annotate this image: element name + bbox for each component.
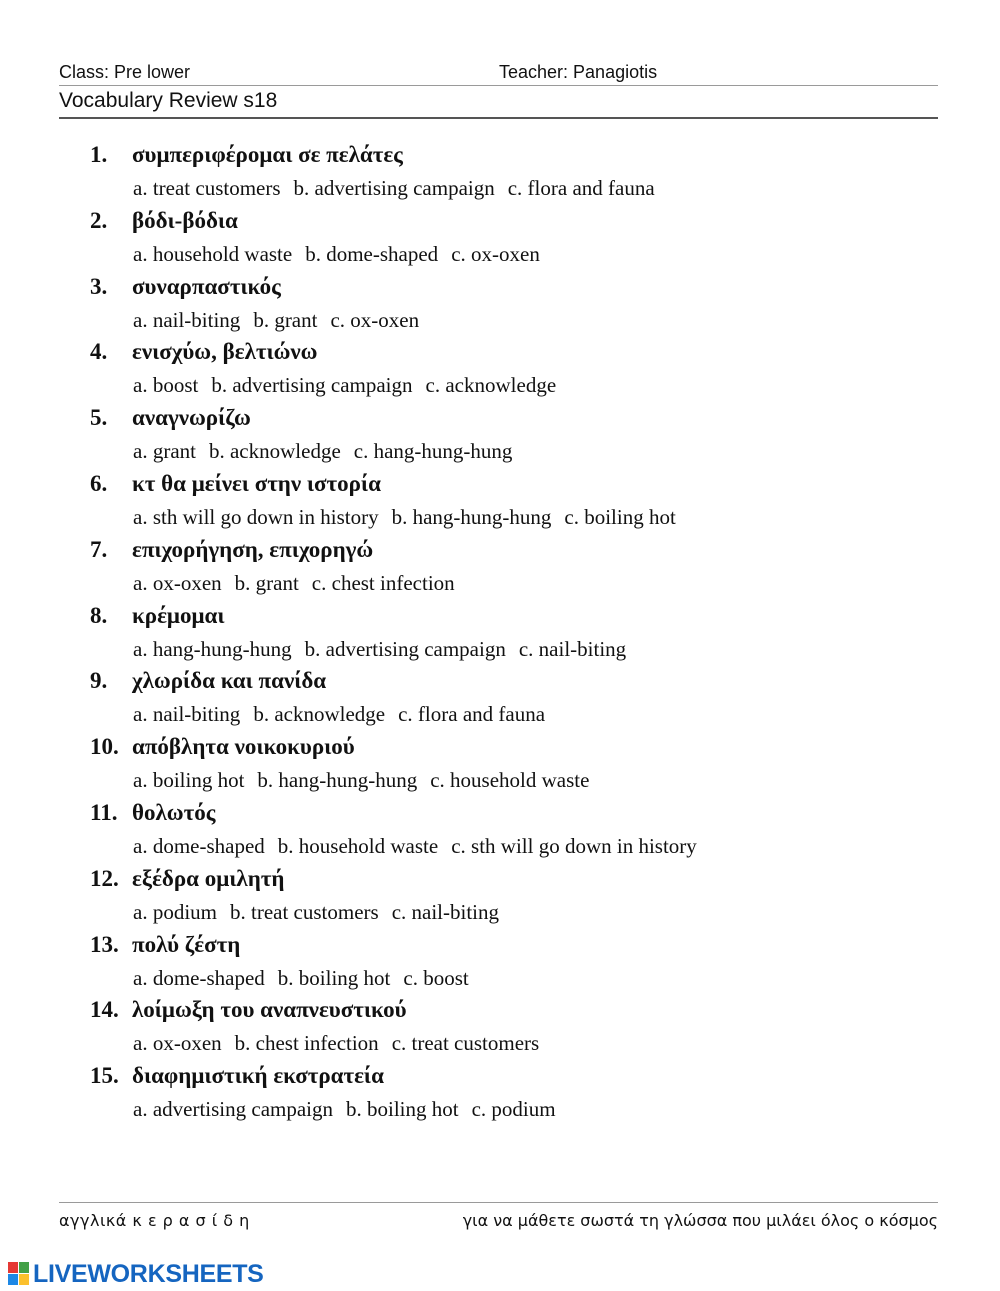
answer-option[interactable]: c. acknowledge: [425, 373, 557, 398]
question-prompt: [90, 997, 407, 1023]
question-number: 6.: [90, 470, 108, 496]
answer-options: [133, 571, 468, 596]
liveworksheets-brand[interactable]: [8, 1259, 264, 1289]
answer-option[interactable]: a. grant: [133, 439, 196, 464]
question-text: κρέμομαι: [132, 602, 225, 628]
answer-option[interactable]: c. boiling hot: [564, 504, 676, 529]
question-number: 12.: [90, 865, 119, 891]
answer-option[interactable]: c. household waste: [430, 768, 590, 793]
question-text: χλωρίδα και πανίδα: [132, 668, 327, 694]
answer-option[interactable]: c. nail-biting: [518, 636, 627, 661]
question-number: 15.: [90, 1063, 119, 1089]
question-prompt: [90, 537, 373, 563]
question-prompt: [90, 1063, 384, 1089]
brand-text: LIVEWORKSHEETS: [33, 1259, 264, 1288]
question-prompt: [90, 866, 284, 892]
question-item: [90, 932, 950, 998]
question-prompt: [90, 800, 215, 826]
answer-option[interactable]: a. sth will go down in history: [133, 504, 379, 529]
footer-left-text: αγγλικά κ ε ρ α σ ί δ η: [59, 1211, 250, 1230]
question-text: εξέδρα ομιλητή: [132, 865, 285, 891]
answer-options: [133, 373, 569, 398]
question-number: 2.: [90, 207, 108, 233]
question-number: 9.: [90, 668, 108, 694]
question-text: πολύ ζέστη: [132, 931, 241, 957]
answer-options: [133, 176, 668, 201]
question-item: [90, 734, 950, 800]
question-item: [90, 603, 950, 669]
answer-option[interactable]: a. advertising campaign: [133, 1097, 334, 1122]
question-number: 4.: [90, 339, 108, 365]
answer-option[interactable]: a. dome-shaped: [133, 965, 265, 990]
answer-options: [133, 637, 639, 662]
question-item: [90, 997, 950, 1063]
question-number: 3.: [90, 273, 108, 299]
answer-option[interactable]: b. grant: [234, 570, 299, 595]
answer-option[interactable]: a. ox-oxen: [133, 1031, 222, 1056]
question-text: απόβλητα νοικοκυριού: [132, 734, 355, 760]
question-number: 7.: [90, 536, 108, 562]
question-number: 1.: [90, 142, 108, 167]
answer-options: [133, 439, 525, 464]
question-number: 8.: [90, 602, 108, 628]
answer-option[interactable]: c. ox-oxen: [451, 241, 540, 266]
answer-options: [133, 966, 482, 991]
answer-option[interactable]: a. ox-oxen: [133, 570, 222, 595]
answer-option[interactable]: c. flora and fauna: [507, 176, 655, 200]
question-text: λοίμωξη του αναπνευστικού: [132, 997, 407, 1023]
answer-option[interactable]: c. ox-oxen: [330, 307, 420, 332]
question-text: θολωτός: [132, 799, 216, 825]
footer-right-text: για να μάθετε σωστά τη γλώσσα που μιλάει όλος ο κόσμος: [462, 1211, 938, 1230]
question-item: [90, 866, 950, 932]
answer-option[interactable]: a. nail-biting: [133, 702, 241, 727]
question-text: διαφημιστική εκστρατεία: [132, 1063, 384, 1089]
answer-option[interactable]: b. chest infection: [234, 1031, 379, 1056]
answer-options: [133, 702, 558, 727]
question-item: [90, 1063, 950, 1129]
question-prompt: [90, 668, 326, 694]
answer-options: [133, 1031, 552, 1056]
question-prompt: [90, 471, 381, 497]
liveworksheets-logo-icon: [8, 1262, 30, 1286]
question-prompt: [90, 339, 318, 365]
answer-option[interactable]: b. boiling hot: [346, 1097, 459, 1122]
answer-option[interactable]: b. acknowledge: [208, 439, 341, 464]
question-text: κτ θα μείνει στην ιστορία: [132, 470, 381, 496]
footer: [59, 1202, 938, 1233]
question-prompt: [90, 603, 224, 629]
question-number: 5.: [90, 405, 108, 431]
question-item: [90, 405, 950, 471]
answer-option[interactable]: a. boost: [133, 373, 199, 398]
answer-option[interactable]: c. flora and fauna: [398, 702, 546, 727]
question-prompt: [90, 405, 251, 431]
question-number: 14.: [90, 997, 119, 1023]
answer-options: [133, 1097, 569, 1122]
answer-options: [133, 768, 602, 793]
question-item: [90, 471, 950, 537]
answer-option[interactable]: c. chest infection: [311, 570, 455, 595]
class-label: Class: Pre lower: [59, 62, 191, 82]
question-number: 13.: [90, 931, 119, 957]
answer-options: [133, 834, 710, 859]
question-item: [90, 208, 950, 274]
question-number: 10.: [90, 734, 119, 760]
question-text: συναρπαστικός: [132, 273, 281, 299]
question-prompt: [90, 142, 403, 168]
teacher-label: Teacher: Panagiotis: [499, 62, 658, 82]
answer-option[interactable]: b. hang-hung-hung: [257, 768, 418, 793]
answer-option[interactable]: a. dome-shaped: [133, 833, 265, 858]
question-item: [90, 668, 950, 734]
answer-option[interactable]: b. advertising campaign: [304, 636, 506, 661]
answer-option[interactable]: a. podium: [133, 899, 217, 924]
question-item: [90, 274, 950, 340]
worksheet-title: Vocabulary Review s18: [59, 89, 278, 112]
question-prompt: [90, 274, 281, 300]
answer-option[interactable]: b. household waste: [277, 833, 439, 858]
answer-option[interactable]: a. treat customers: [133, 176, 281, 200]
question-item: [90, 142, 950, 208]
answer-option[interactable]: a. hang-hung-hung: [133, 636, 292, 661]
answer-options: [133, 900, 512, 925]
answer-option[interactable]: c. treat customers: [391, 1031, 540, 1056]
answer-option[interactable]: c. podium: [471, 1097, 556, 1122]
question-item: [90, 339, 950, 405]
answer-option[interactable]: c. hang-hung-hung: [353, 439, 513, 464]
question-prompt: [90, 734, 355, 760]
answer-option[interactable]: b. hang-hung-hung: [391, 504, 552, 529]
question-text: ενισχύω, βελτιώνω: [132, 339, 318, 365]
answer-option[interactable]: b. advertising campaign: [211, 373, 413, 398]
answer-options: [133, 308, 432, 333]
answer-option[interactable]: b. acknowledge: [253, 702, 386, 727]
question-item: [90, 537, 950, 603]
answer-option[interactable]: b. boiling hot: [277, 965, 391, 990]
answer-option[interactable]: a. boiling hot: [133, 768, 245, 793]
question-text: αναγνωρίζω: [132, 405, 251, 431]
answer-option[interactable]: b. grant: [253, 307, 318, 332]
worksheet-header: [59, 61, 938, 86]
worksheet-title-row: [59, 89, 938, 119]
answer-option[interactable]: b. advertising campaign: [293, 176, 495, 200]
answer-options: [133, 242, 553, 267]
answer-option[interactable]: c. boost: [403, 965, 469, 990]
question-text: βόδι-βόδια: [132, 207, 238, 233]
question-text: επιχορήγηση, επιχορηγώ: [132, 536, 374, 562]
question-number: 11.: [90, 799, 118, 825]
answer-option[interactable]: c. sth will go down in history: [451, 833, 697, 858]
question-prompt: [90, 932, 240, 958]
answer-option[interactable]: b. treat customers: [230, 899, 379, 924]
question-text: συμπεριφέρομαι σε πελάτες: [132, 142, 403, 167]
answer-option[interactable]: a. household waste: [133, 241, 293, 266]
question-prompt: [90, 208, 238, 234]
answer-option[interactable]: a. nail-biting: [133, 307, 241, 332]
answer-options: [133, 505, 689, 530]
question-item: [90, 800, 950, 866]
answer-option[interactable]: b. dome-shaped: [305, 241, 439, 266]
answer-option[interactable]: c. nail-biting: [391, 899, 500, 924]
question-list: [90, 142, 950, 1129]
